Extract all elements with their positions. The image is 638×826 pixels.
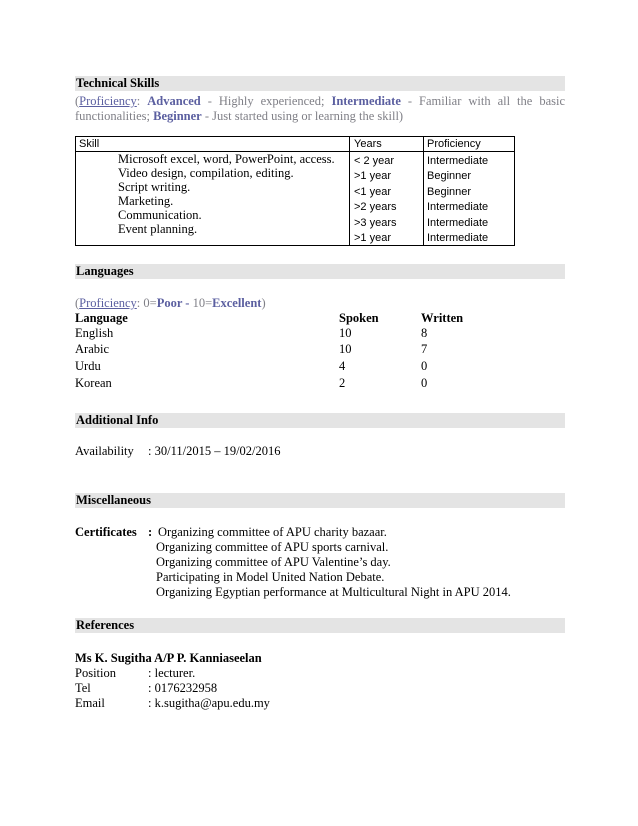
reference-name: Ms K. Sugitha A/P P. Kanniaseelan bbox=[75, 651, 262, 665]
reference-position-label: Position bbox=[75, 666, 116, 680]
references-header: References bbox=[75, 618, 565, 633]
skill-item: Microsoft excel, word, PowerPoint, access. bbox=[118, 152, 335, 166]
language-spoken: 2 bbox=[339, 376, 346, 390]
proficiency-item: Beginner bbox=[427, 170, 472, 182]
languages-header-spoken: Spoken bbox=[339, 311, 379, 325]
reference-tel-value: : 0176232958 bbox=[148, 681, 218, 695]
certificate-item: Organizing committee of APU charity bazaar. bbox=[158, 525, 387, 539]
languages-header-written: Written bbox=[421, 311, 464, 325]
years-item: >3 years bbox=[354, 216, 397, 229]
additional-info-header: Additional Info bbox=[75, 413, 565, 428]
certificate-item: Organizing committee of APU Valentine’s day. bbox=[156, 555, 391, 569]
certificate-item: Organizing committee of APU sports carnival. bbox=[156, 540, 389, 554]
years-item: < 2 year bbox=[354, 154, 395, 167]
languages-proficiency-note: (Proficiency: 0=Poor - 10=Excellent) bbox=[75, 296, 266, 310]
proficiency-item: Intermediate bbox=[427, 154, 489, 167]
skills-list bbox=[76, 152, 350, 246]
proficiency-item: Intermediate bbox=[427, 232, 489, 244]
languages-header: Languages bbox=[75, 264, 565, 279]
skill-item: Video design, compilation, editing. bbox=[118, 166, 294, 180]
years-item: >1 year bbox=[354, 170, 391, 182]
language-name: Arabic bbox=[75, 342, 110, 356]
reference-tel-label: Tel bbox=[75, 681, 91, 695]
languages-header-language: Language bbox=[75, 311, 128, 325]
language-spoken: 10 bbox=[339, 326, 352, 340]
years-list bbox=[350, 152, 424, 246]
skills-header-skill: Skill bbox=[76, 137, 350, 152]
language-written: 7 bbox=[421, 342, 428, 356]
language-name: English bbox=[75, 326, 114, 340]
skill-item: Communication. bbox=[118, 208, 202, 222]
technical-skills-header: Technical Skills bbox=[75, 76, 565, 91]
language-name: Korean bbox=[75, 376, 112, 390]
skills-header-years: Years bbox=[350, 137, 424, 152]
skills-header-proficiency: Proficiency bbox=[424, 137, 515, 152]
proficiency-item: Intermediate bbox=[427, 216, 489, 229]
proficiency-item: Beginner bbox=[427, 185, 472, 198]
language-written: 8 bbox=[421, 326, 428, 340]
years-item: <1 year bbox=[354, 185, 391, 198]
certificate-item: Organizing Egyptian performance at Multicultural Night in APU 2014. bbox=[156, 585, 511, 599]
proficiency-list bbox=[424, 152, 515, 246]
availability-value: : 30/11/2015 – 19/02/2016 bbox=[148, 444, 281, 458]
language-written: 0 bbox=[421, 359, 428, 373]
years-item: >1 year bbox=[354, 232, 391, 244]
language-name: Urdu bbox=[75, 359, 101, 373]
language-spoken: 4 bbox=[339, 359, 346, 373]
language-spoken: 10 bbox=[339, 342, 352, 356]
skill-item: Marketing. bbox=[118, 194, 174, 208]
miscellaneous-header: Miscellaneous bbox=[75, 493, 565, 508]
technical-proficiency-note: (Proficiency: Advanced - Highly experienced; Intermediate - Familiar with all the basic functionalities; Beginner - Just started using or learning the skill) bbox=[75, 94, 566, 123]
proficiency-item: Intermediate bbox=[427, 201, 489, 213]
certificates-label: Certificates bbox=[75, 525, 137, 539]
certificates-colon: : bbox=[148, 525, 153, 539]
availability-label: Availability bbox=[75, 444, 134, 458]
years-item: >2 years bbox=[354, 201, 397, 213]
reference-position-value: : lecturer. bbox=[148, 666, 196, 680]
skills-table bbox=[75, 136, 515, 246]
skill-item: Script writing. bbox=[118, 180, 191, 194]
language-written: 0 bbox=[421, 376, 428, 390]
certificate-item: Participating in Model United Nation Debate. bbox=[156, 570, 385, 584]
reference-email-label: Email bbox=[75, 696, 105, 710]
skill-item: Event planning. bbox=[118, 222, 198, 236]
reference-email-value[interactable]: : k.sugitha@apu.edu.my bbox=[148, 696, 270, 710]
